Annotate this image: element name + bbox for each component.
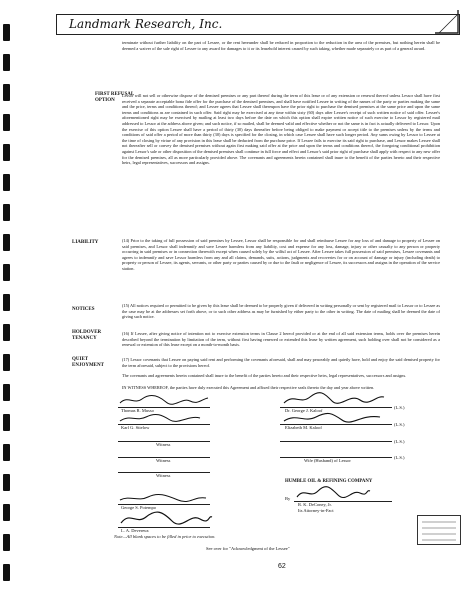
label-liability: LIABILITY	[72, 240, 99, 245]
by-label: By	[285, 496, 291, 501]
lessor-4-seal: (L.S.)	[394, 455, 405, 460]
paragraph-witness: IN WITNESS WHEREOF, the parties have duly executed this Agreement and affixed their respective seals thereto the day and year above written.	[122, 385, 375, 390]
brand-name: Landmark Research, Inc.	[69, 17, 223, 31]
company-name: HUMBLE OIL & REFINING COMPANY	[285, 479, 373, 484]
label-first-refusal-option: FIRST REFUSAL OPTION	[95, 92, 134, 103]
lessor-2-seal: (L.S.)	[394, 422, 405, 427]
signature-kaloof-elizabeth	[280, 411, 388, 425]
witness-2-name: Karl G. Stielow	[121, 425, 150, 430]
label-quiet-enjoyment: QUIET ENJOYMENT	[72, 357, 104, 368]
paragraph-quiet-enjoyment: (17) Lessor covenants that Lessee on paying said rent and performing the covenants aforesaid, shall and may peaceably and quietly have, hold and enjoy the said demised property for the term aforesaid, subject to the provisions hereof.	[122, 357, 440, 368]
label-holdover-tenancy: HOLDOVER TENANCY	[72, 330, 102, 341]
lessor-1-name: Dr. George J. Kaloof	[285, 408, 323, 413]
signature-kaloof-george	[280, 391, 388, 407]
lessor-line-3	[280, 441, 392, 442]
witness-1-name: Thomas R. Musso	[121, 408, 154, 413]
page-number: 62	[278, 563, 286, 570]
signature-stielow	[118, 412, 210, 424]
see-over-note: See over for "Acknowledgment of the Lessee"	[206, 546, 290, 551]
wife-of-lessor-label: Wife (Husband) of Lessor	[304, 458, 351, 463]
stamp-markings	[420, 517, 458, 543]
paragraph-first-refusal: Lessor will not sell or otherwise dispose of the demised premises or any part thereof during the term of this lease or of any extension or renewal thereof unless Lessor shall have first received a separate acceptable bona fide offer for the purchase of the demised premises, and shall have notified Lessee in writing of the names of the party or parties making the same and the price, terms and conditions thereof; and Lessee agrees that Lessee shall thereupon have the prior right to purchase the demised premises at the same price and upon the same terms and conditions as are contained in such offer. Said right may be exercised at any time within sixty (60) days after Lessee's receipt of such written notice of said offer. Lessee's aforementioned right may be exercised by mailing at least two days before the date on which this option shall expire written notice of such exercise to Lessor by registered mail addressed to Lessor at the address above given; and such notice, if so mailed, shall be deemed valid and effective whether or not the same is in fact is actually delivered to Lessor. Upon the exercise of this option Lessee shall have a period of thirty (30) days thereafter before being obliged to make payment or accept title to the premises unless by the terms and conditions of said offer a period of more than thirty (30) days is specified for the closing, in which case Lessee shall have such longer period. Any sums owing by Lessor to Lessee at the time of closing by virtue of any provision in this lease shall be deducted from the purchase price. If Lessee fails to exercise its said right to purchase, and Lessor makes Lessee shall not thereafter sell or convey the demised premises without again first making said offer at the price and upon the terms and conditions thereof, the foregoing conditional prohibition against Lessor's sale or other disposition of the demised premises shall continue in full force and effect and Lessor's said prior right of purchase shall apply with respect to any new offer for the demised premises, all as more particularly provided above. The covenants and agreements herein contained shall inure to the benefit of the parties hereto and their respective heirs, legal representatives, successors and assigns.	[122, 93, 440, 166]
signature-deconey	[294, 485, 372, 501]
letterhead-banner	[56, 14, 460, 35]
witness-4-label: Witness	[156, 458, 171, 463]
paragraph-covenants: The covenants and agreements herein contained shall inure to the benefit of the parties hereto and their respective heirs, legal representatives, successors and assigns.	[122, 373, 407, 378]
agent-title: Its Attorney-in-Fact	[298, 508, 334, 513]
signature-devereux	[118, 509, 214, 527]
lessor-3-seal: (L.S.)	[394, 439, 405, 444]
company-witness-2-name: L. A. Devereux	[121, 528, 149, 533]
paragraph-liability: (14) Prior to the taking of full possession of said premises by Lessee, Lessor shall be responsible for and shall reimburse Lessee for any loss of and damage to property of Lessee on said premises, and Lessor shall indemnify and save Lessee harmless from any liability, cost and expense for any loss, damage, injury or other casualty to any person or property occurring in said premises or in connection therewith except when caused solely by the wilful act of Lessee. After Lessee takes full possession of said premises, Lessee covenants and agrees to indemnify and save Lessor harmless from any and all claims, demands, suits, actions, judgments and recoveries for or on account of damage or injury (including death) to property or person of Lessee, its agents, servants, or other party or parties caused by or due to the fault or negligence of Lessee, its successors and assigns in the operation of the service station.	[122, 238, 440, 271]
witness-5-label: Witness	[156, 473, 171, 478]
paragraph-notices: (15) All notices required or permitted to be given by this lease shall be deemed to be properly given if delivered in writing personally or sent by registered mail to Lessor or to Lessee as the case may be at the addresses set forth above, or to such other address as may be furnished by either party to the other in writing. The date of mailing shall be deemed the date of giving such notice.	[122, 303, 440, 320]
label-notices: NOTICES	[72, 307, 95, 312]
file-stamp	[417, 515, 461, 545]
document-page	[22, 0, 463, 599]
lessor-1-seal: (L.S.)	[394, 405, 405, 410]
signature-potempo	[118, 492, 210, 504]
lessor-2-name: Elizabeth M. Kaloof	[285, 425, 322, 430]
signature-musso	[118, 393, 210, 407]
binder-holes	[0, 0, 22, 599]
paragraph-holdover: (16) If Lessee, after giving notice of intention not to exercise extension terms in Clause 2 hereof provided or at the end of all said extension terms, holds over the premises herein described beyond the termination by limitation of the term, without first having renewed or extended this lease by written agreement, such holding over shall not be considered as a renewal or extension of this lease except on a month-to-month basis.	[122, 331, 440, 348]
execution-note: Note—All blank spaces to be filled in prior to execution.	[114, 534, 216, 539]
intro-paragraph: terminate without further liability on the part of Lessee, or the rent hereunder shall be reduced in proportion to the reduction in the area of the premises, but nothing herein shall be deemed a waiver of the sale right of Lessee to any award for damages to it or its leasehold interest caused by such taking, whether made separately or as part of a general award.	[122, 40, 440, 51]
witness-3-label: Witness	[156, 442, 171, 447]
agent-name: R. K. DeConey, Jr.	[298, 502, 332, 507]
page-corner-mark	[433, 8, 460, 35]
company-witness-1-name: George S. Potempo	[121, 505, 157, 510]
